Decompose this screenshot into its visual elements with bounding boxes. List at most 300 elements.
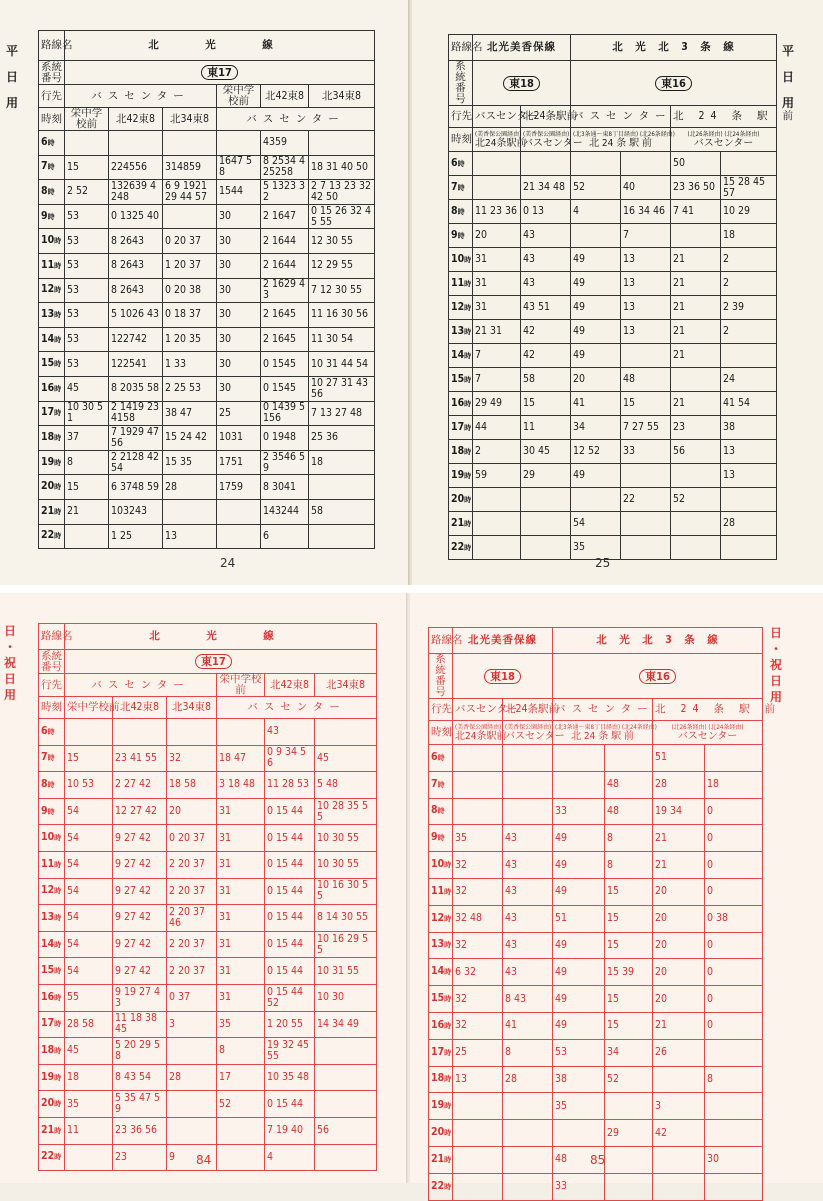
minutes-cell: 23 36 50 <box>671 176 721 200</box>
dest-b-sub: バスセンター <box>523 137 583 149</box>
minutes-cell <box>503 1120 553 1147</box>
minutes-cell: 48 <box>621 368 671 392</box>
minutes-cell: 15 <box>605 932 653 959</box>
hour-cell <box>39 878 65 905</box>
hour-suffix: 時 <box>444 1075 452 1084</box>
minutes-cell: 31 <box>217 851 265 878</box>
hour-suffix: 時 <box>444 861 452 870</box>
hour-suffix: 時 <box>444 887 452 896</box>
hour-value: 13 <box>431 938 445 951</box>
timetable-row <box>449 536 777 560</box>
minutes-cell: 10 35 48 <box>265 1064 315 1091</box>
minutes-cell: 2 2128 4254 <box>109 450 163 475</box>
hour-suffix: 時 <box>54 310 62 319</box>
hour-value: 21 <box>41 504 55 517</box>
hour-value: 16 <box>431 1018 445 1031</box>
minutes-cell: 20 <box>167 798 217 825</box>
destination-label: 行先 <box>39 85 65 108</box>
minutes-cell: 30 <box>217 278 261 303</box>
minutes-cell: 25 36 <box>309 426 375 451</box>
minutes-cell: 0 15 44 <box>265 825 315 852</box>
system-no-label: 系統番号 <box>39 61 65 85</box>
minutes-cell: 0 15 44 <box>265 851 315 878</box>
hour-suffix: 時 <box>54 458 62 467</box>
minutes-cell <box>315 1144 377 1171</box>
minutes-cell: 11 <box>521 416 571 440</box>
minutes-cell: 30 <box>705 1146 763 1173</box>
minutes-cell <box>217 1117 265 1144</box>
minutes-cell: 2 20 37 <box>167 851 217 878</box>
hour-cell <box>39 1117 65 1144</box>
minutes-cell: 2 <box>721 272 777 296</box>
hour-value: 18 <box>41 430 55 443</box>
minutes-cell: 21 <box>671 272 721 296</box>
hour-suffix: 時 <box>47 187 55 196</box>
minutes-cell: 0 <box>705 825 763 852</box>
minutes-cell: 22 <box>621 488 671 512</box>
minutes-cell: 21 <box>671 344 721 368</box>
minutes-cell: 29 49 <box>473 392 521 416</box>
minutes-cell <box>309 524 375 549</box>
timetable-row <box>449 176 777 200</box>
minutes-cell <box>453 1173 503 1200</box>
minutes-cell: 30 45 <box>521 440 571 464</box>
timetable-row <box>39 229 375 254</box>
minutes-cell: 31 <box>217 931 265 958</box>
hour-suffix: 時 <box>54 1046 62 1055</box>
minutes-cell <box>671 512 721 536</box>
hour-suffix: 時 <box>444 1182 452 1191</box>
minutes-cell: 54 <box>65 798 113 825</box>
minutes-cell <box>309 475 375 500</box>
minutes-cell: 40 <box>621 176 671 200</box>
minutes-cell: 42 <box>521 320 571 344</box>
minutes-cell: 32 <box>453 878 503 905</box>
timetable-row <box>39 450 375 475</box>
minutes-cell: 15 <box>605 878 653 905</box>
hour-value: 18 <box>431 1072 445 1085</box>
hour-cell <box>39 1038 65 1065</box>
minutes-cell: 15 39 <box>605 959 653 986</box>
hour-cell <box>449 344 473 368</box>
minutes-cell <box>65 524 109 549</box>
minutes-cell: 43 <box>265 719 315 746</box>
minutes-cell: 43 <box>503 959 553 986</box>
dest-a: バスセンター <box>453 699 503 721</box>
timetable-row <box>39 303 375 328</box>
dest-right-shichu: 栄中学校前 <box>217 674 265 697</box>
system-code-badge-16: 東16 <box>655 76 692 91</box>
hour-cell <box>429 771 453 798</box>
hour-cell <box>39 229 65 254</box>
minutes-cell: 58 <box>521 368 571 392</box>
minutes-cell: 33 <box>553 798 605 825</box>
minutes-cell: 2 20 37 46 <box>167 905 217 932</box>
minutes-cell <box>705 1120 763 1147</box>
minutes-cell: 0 15 44 <box>265 878 315 905</box>
minutes-cell: 20 <box>653 932 705 959</box>
timetable-row <box>449 152 777 176</box>
minutes-cell: 4 <box>571 200 621 224</box>
timetable-row <box>449 248 777 272</box>
timetable-row <box>429 1120 763 1147</box>
hour-cell <box>39 303 65 328</box>
hour-value: 17 <box>451 420 465 433</box>
minutes-cell: 49 <box>571 344 621 368</box>
dest-right-main: バスセンター <box>217 697 377 719</box>
hour-cell <box>39 450 65 475</box>
hour-cell <box>39 253 65 278</box>
minutes-cell: 32 <box>167 745 217 772</box>
dest-right-b: 北34東8 <box>309 85 375 108</box>
minutes-cell: 2 1645 <box>261 303 309 328</box>
timetable-row <box>429 852 763 879</box>
timetable-row <box>449 488 777 512</box>
hour-value: 19 <box>41 1070 55 1083</box>
route-title-kita3jo: 北 光 北 3 条 線 <box>553 628 763 654</box>
timetable-row <box>449 200 777 224</box>
timetable-row <box>449 416 777 440</box>
minutes-cell: 0 1545 <box>261 352 309 377</box>
minutes-cell: 53 <box>65 278 109 303</box>
minutes-cell: 1544 <box>217 180 261 205</box>
minutes-cell: 15 <box>65 745 113 772</box>
minutes-cell: 2 <box>721 248 777 272</box>
col-header-shichu: 栄中学校前 <box>65 108 109 131</box>
minutes-cell: 43 <box>503 905 553 932</box>
hour-value: 20 <box>41 1097 55 1110</box>
minutes-cell: 0 20 38 <box>163 278 217 303</box>
minutes-cell: 8 <box>605 852 653 879</box>
minutes-cell: 43 <box>503 852 553 879</box>
minutes-cell: 53 <box>65 204 109 229</box>
timetable-row <box>449 272 777 296</box>
hour-value: 15 <box>41 357 55 370</box>
hour-value: 14 <box>41 937 55 950</box>
minutes-cell: 21 <box>653 1012 705 1039</box>
minutes-cell: 8 <box>605 825 653 852</box>
minutes-cell: 1 33 <box>163 352 217 377</box>
minutes-cell: 21 <box>65 499 109 524</box>
hour-cell <box>39 524 65 549</box>
hour-suffix: 時 <box>47 727 55 736</box>
minutes-cell: 30 <box>217 376 261 401</box>
hour-suffix: 時 <box>54 913 62 922</box>
timetable-row <box>429 986 763 1013</box>
minutes-cell: 7 19 40 <box>265 1117 315 1144</box>
hour-cell <box>39 745 65 772</box>
minutes-cell: 49 <box>553 852 605 879</box>
minutes-cell: 28 <box>503 1066 553 1093</box>
minutes-cell <box>705 1173 763 1200</box>
minutes-cell: 56 <box>315 1117 377 1144</box>
dest-right-a: 北42東8 <box>261 85 309 108</box>
minutes-cell <box>653 1146 705 1173</box>
dest-d-sub: バスセンター <box>677 730 738 742</box>
minutes-cell: 9 <box>167 1144 217 1171</box>
minutes-cell: 52 <box>217 1091 265 1118</box>
minutes-cell: 10 30 <box>315 984 377 1011</box>
minutes-cell <box>65 131 109 156</box>
minutes-cell: 31 <box>217 905 265 932</box>
minutes-cell: 13 <box>621 272 671 296</box>
minutes-cell: 54 <box>65 931 113 958</box>
hour-cell <box>449 512 473 536</box>
minutes-cell <box>671 368 721 392</box>
minutes-cell: 28 <box>653 771 705 798</box>
timetable-row <box>429 1066 763 1093</box>
minutes-cell <box>217 1144 265 1171</box>
hour-suffix: 時 <box>54 1100 62 1109</box>
minutes-cell: 2 1647 <box>261 204 309 229</box>
timetable-row <box>39 253 375 278</box>
hour-suffix: 時 <box>54 1153 62 1162</box>
hour-cell <box>449 440 473 464</box>
minutes-cell: 48 <box>605 771 653 798</box>
timetable-row <box>429 1039 763 1066</box>
minutes-cell <box>621 344 671 368</box>
minutes-cell: 49 <box>553 959 605 986</box>
hour-cell <box>39 984 65 1011</box>
minutes-cell <box>605 745 653 772</box>
hour-suffix: 時 <box>54 834 62 843</box>
minutes-cell: 2 1644 <box>261 229 309 254</box>
minutes-cell: 16 34 46 <box>621 200 671 224</box>
minutes-cell: 0 15 44 <box>265 905 315 932</box>
minutes-cell: 58 <box>309 499 375 524</box>
minutes-cell: 38 <box>721 416 777 440</box>
dest-d: 北 24 条 駅 前 <box>653 699 763 721</box>
minutes-cell: 7 41 <box>671 200 721 224</box>
minutes-cell <box>503 798 553 825</box>
minutes-cell: 10 28 35 55 <box>315 798 377 825</box>
hour-suffix: 時 <box>54 433 62 442</box>
minutes-cell <box>453 771 503 798</box>
minutes-cell: 11 16 30 56 <box>309 303 375 328</box>
minutes-cell: 8 <box>65 450 109 475</box>
minutes-cell <box>521 512 571 536</box>
minutes-cell: 0 1545 <box>261 376 309 401</box>
hour-suffix: 時 <box>464 327 472 336</box>
dest-d-via: (北26条経由) (北24条経由) <box>687 130 760 138</box>
minutes-cell <box>671 224 721 248</box>
minutes-cell: 10 30 55 <box>315 851 377 878</box>
minutes-cell: 11 <box>65 1117 113 1144</box>
hour-cell <box>429 959 453 986</box>
dest-bus-center: バスセンター <box>65 85 217 108</box>
minutes-cell: 23 <box>113 1144 167 1171</box>
minutes-cell: 55 <box>65 984 113 1011</box>
hour-value: 22 <box>41 529 55 542</box>
hour-suffix: 時 <box>464 495 472 504</box>
dest-a: バスセンター <box>473 106 521 128</box>
minutes-cell: 1031 <box>217 426 261 451</box>
minutes-cell <box>453 1120 503 1147</box>
minutes-cell: 30 <box>217 253 261 278</box>
minutes-cell: 44 <box>473 416 521 440</box>
minutes-cell: 45 <box>315 745 377 772</box>
minutes-cell <box>503 771 553 798</box>
timetable-row <box>39 905 377 932</box>
minutes-cell: 0 1439 5156 <box>261 401 309 426</box>
minutes-cell: 34 <box>605 1039 653 1066</box>
minutes-cell: 8 <box>503 1039 553 1066</box>
hour-cell <box>429 745 453 772</box>
minutes-cell: 31 <box>473 272 521 296</box>
minutes-cell: 53 <box>65 253 109 278</box>
minutes-cell <box>521 152 571 176</box>
minutes-cell: 0 15 44 <box>265 1091 315 1118</box>
minutes-cell <box>721 536 777 560</box>
minutes-cell: 9 27 42 <box>113 905 167 932</box>
weekday-side-label: 平 日 用 <box>5 44 18 110</box>
minutes-cell: 30 <box>217 229 261 254</box>
minutes-cell: 21 <box>671 296 721 320</box>
minutes-cell: 28 <box>167 1064 217 1091</box>
minutes-cell: 1647 58 <box>217 155 261 180</box>
hour-suffix: 時 <box>464 279 472 288</box>
hour-suffix: 時 <box>47 807 55 816</box>
hour-suffix: 時 <box>437 834 445 843</box>
timetable-row <box>39 825 377 852</box>
hour-min-label: 時刻 <box>429 721 453 745</box>
minutes-cell: 2 1644 <box>261 253 309 278</box>
minutes-cell: 24 <box>721 368 777 392</box>
minutes-cell: 35 <box>571 536 621 560</box>
minutes-cell: 49 <box>553 1012 605 1039</box>
minutes-cell: 17 <box>217 1064 265 1091</box>
minutes-cell: 15 <box>621 392 671 416</box>
minutes-cell: 10 16 30 55 <box>315 878 377 905</box>
minutes-cell: 0 <box>705 959 763 986</box>
timetable-row <box>39 352 375 377</box>
minutes-cell <box>163 499 217 524</box>
minutes-cell: 1 20 37 <box>163 253 217 278</box>
minutes-cell <box>621 512 671 536</box>
minutes-cell: 21 <box>671 392 721 416</box>
minutes-cell <box>503 745 553 772</box>
hour-value: 8 <box>41 777 48 790</box>
minutes-cell: 31 <box>217 958 265 985</box>
minutes-cell: 18 47 <box>217 745 265 772</box>
hour-cell <box>39 204 65 229</box>
minutes-cell: 43 <box>503 878 553 905</box>
minutes-cell: 12 52 <box>571 440 621 464</box>
hour-suffix: 時 <box>464 351 472 360</box>
minutes-cell: 15 24 42 <box>163 426 217 451</box>
col-header-kita42: 北42東8 <box>109 108 163 131</box>
minutes-cell: 28 <box>163 475 217 500</box>
minutes-cell: 21 34 48 <box>521 176 571 200</box>
timetable-row <box>39 931 377 958</box>
minutes-cell: 28 58 <box>65 1011 113 1038</box>
timetable-row <box>449 368 777 392</box>
timetable-row <box>429 1093 763 1120</box>
hour-suffix: 時 <box>54 483 62 492</box>
dest-c-via: (北3条通～東8丁目経由) (北26条経由) <box>573 130 675 138</box>
minutes-cell: 21 <box>671 320 721 344</box>
minutes-cell: 32 <box>453 986 503 1013</box>
hour-cell <box>39 1064 65 1091</box>
timetable-row <box>449 392 777 416</box>
timetable-row <box>39 745 377 772</box>
hour-suffix: 時 <box>47 138 55 147</box>
hour-cell <box>449 416 473 440</box>
timetable-row <box>39 204 375 229</box>
hour-cell <box>449 200 473 224</box>
col-header-kita42: 北42東8 <box>113 697 167 719</box>
minutes-cell <box>553 745 605 772</box>
minutes-cell: 54 <box>65 851 113 878</box>
hour-suffix: 時 <box>457 159 465 168</box>
minutes-cell: 13 <box>721 440 777 464</box>
minutes-cell: 0 38 <box>705 905 763 932</box>
hour-value: 6 <box>431 750 438 763</box>
timetable-row <box>39 1091 377 1118</box>
minutes-cell <box>453 798 503 825</box>
minutes-cell: 8 2643 <box>109 278 163 303</box>
hour-suffix: 時 <box>47 163 55 172</box>
dest-bus-center: バスセンター <box>65 674 217 697</box>
timetable-row <box>39 524 375 549</box>
timetable-row <box>39 878 377 905</box>
dest-b: 北24条駅前 <box>521 106 571 128</box>
minutes-cell: 5 1026 43 <box>109 303 163 328</box>
minutes-cell: 4359 <box>261 131 309 156</box>
minutes-cell: 51 <box>553 905 605 932</box>
hour-cell <box>429 905 453 932</box>
minutes-cell: 53 <box>65 229 109 254</box>
timetable-row <box>39 1011 377 1038</box>
holiday-side-label: 日 ・ 祝 日 用 <box>3 624 16 702</box>
minutes-cell: 6 32 <box>453 959 503 986</box>
minutes-cell: 0 15 44 <box>265 931 315 958</box>
minutes-cell: 0 18 37 <box>163 303 217 328</box>
minutes-cell: 2 20 37 <box>167 931 217 958</box>
hour-cell <box>39 376 65 401</box>
minutes-cell: 30 <box>217 327 261 352</box>
timetable-row <box>429 798 763 825</box>
hour-cell <box>429 878 453 905</box>
minutes-cell: 20 <box>653 959 705 986</box>
hour-value: 7 <box>431 777 438 790</box>
dest-right-a: 北42東8 <box>265 674 315 697</box>
hour-suffix: 時 <box>444 1155 452 1164</box>
hour-suffix: 時 <box>457 183 465 192</box>
timetable-row <box>39 958 377 985</box>
col-header-shichu: 栄中学校前 <box>65 697 113 719</box>
hour-value: 9 <box>41 209 48 222</box>
minutes-cell: 19 32 45 55 <box>265 1038 315 1065</box>
minutes-cell: 56 <box>671 440 721 464</box>
page-85-holiday-mikaho-kita3jo <box>410 593 823 1193</box>
minutes-cell: 20 <box>653 905 705 932</box>
minutes-cell: 30 <box>217 204 261 229</box>
minutes-cell: 54 <box>65 878 113 905</box>
system-code-badge-18: 東18 <box>503 76 540 91</box>
minutes-cell <box>453 1093 503 1120</box>
route-name-label: 路線名 <box>429 628 453 654</box>
dest-d-sub: バスセンター <box>693 137 754 149</box>
minutes-cell <box>621 536 671 560</box>
minutes-cell: 31 <box>217 984 265 1011</box>
hour-cell <box>39 426 65 451</box>
minutes-cell <box>163 131 217 156</box>
minutes-cell: 122541 <box>109 352 163 377</box>
timetable-row <box>449 464 777 488</box>
minutes-cell <box>473 488 521 512</box>
minutes-cell: 31 <box>217 798 265 825</box>
